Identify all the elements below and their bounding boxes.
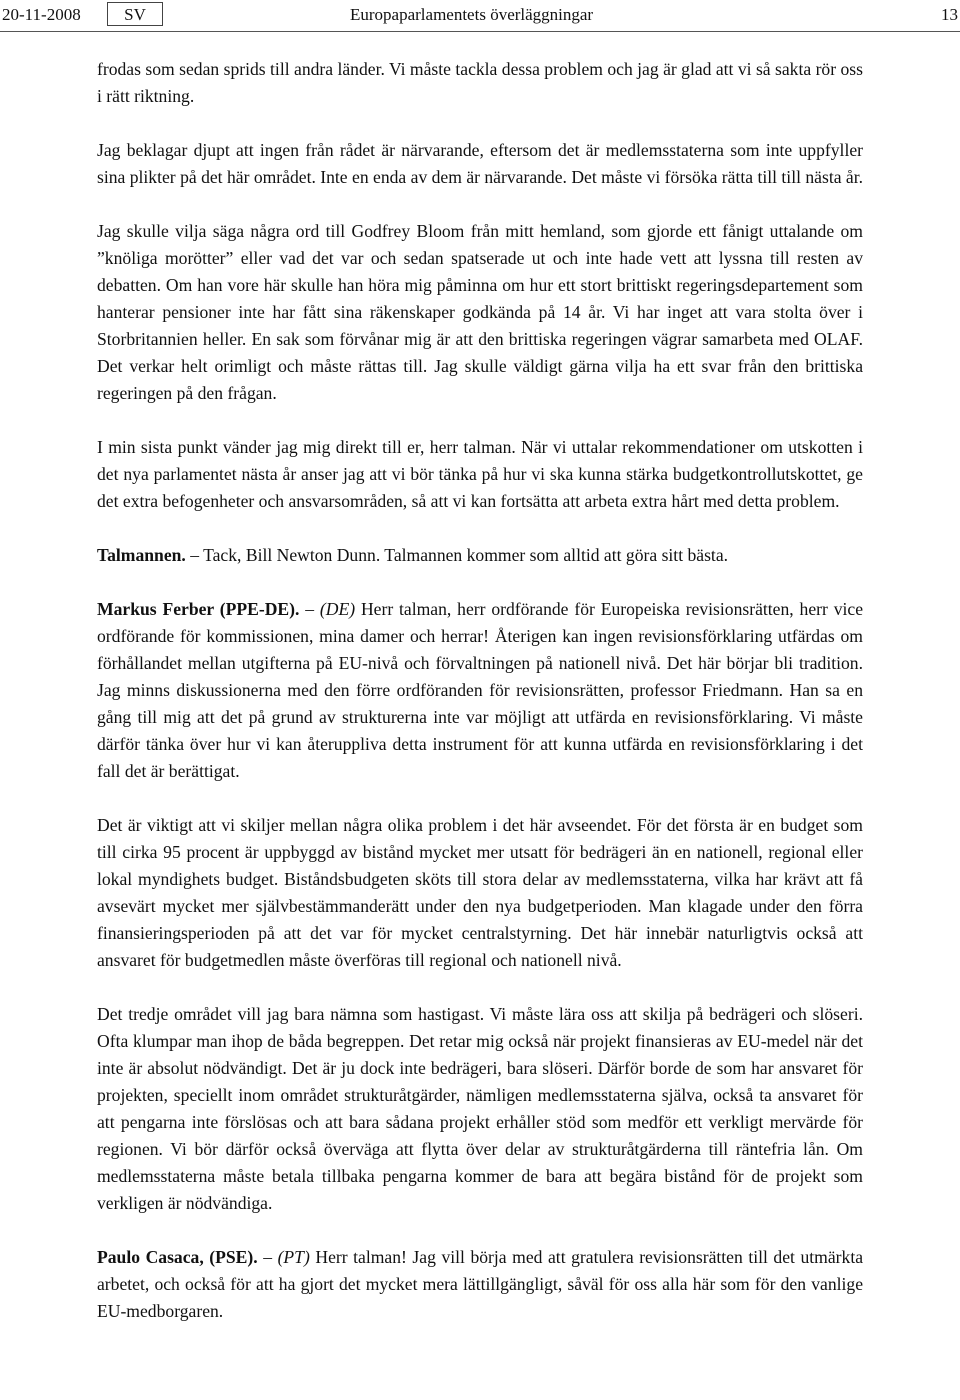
paragraph: Det tredje området vill jag bara nämna som hastigast. Vi måste lära oss att skilja på bedrägeri och slöseri. Ofta klumpar man ihop de båda begreppen. Det retar mig också när projekt finansieras av EU-medel när det inte är absolut nödvändigt. Det är ju dock inte bedrägeri, bara slöseri. Därför borde de som har ansvaret för projekten, speciellt inom området strukturåtgärder, nämligen medlemsstaterna själva, också ta ansvaret för att pengarna inte förslösas och att bara sådana projekt erhåller stöd som medför ett verkligt mervärde för regionen. Vi bör därför också överväga att flytta över delar av strukturåtgärderna till räntefria lån. Om medlemsstaterna måste betala tillbaka pengarna kommer de bara att begära bistånd för de projekt som verkligen är nödvändiga. bbox=[97, 1004, 863, 1213]
speech-talman bbox=[97, 542, 863, 569]
speaker-name: Paulo Casaca, (PSE). bbox=[97, 1247, 258, 1267]
speech-text: Herr talman! Jag vill börja med att gratulera revisionsrätten till det utmärkta arbetet, och också för att ha gjort det mycket mera lättillgängligt, såväl för oss alla här som för den vanlige EU-medborgaren. bbox=[97, 1247, 864, 1321]
dash: – bbox=[299, 599, 320, 619]
page-number: 13 bbox=[941, 5, 958, 24]
dash: – bbox=[257, 1247, 278, 1267]
language-tag: (DE) bbox=[319, 599, 356, 619]
speech-text: Herr talman, herr ordförande för Europeiska revisionsrätten, herr vice ordförande för kommissionen, mina damer och herrar! Återigen kan ingen revisionsförklaring utfärdas om förhållandet mellan utgifterna på EU-nivå och förvaltningen på nationell nivå. Det här börjar bli tradition. Jag minns diskussionerna med den förre ordföranden för revisionsrätten, professor Friedmann. Han sa en gång till mig att det på grund av strukturerna inte var möjligt att utfärda en revisionsförklaring. Vi måste därför tänka över hur vi kan återuppliva detta instrument för att kunna utfärda en revisionsförklaring i det fall det är berättigat. bbox=[97, 599, 863, 781]
paragraph: I min sista punkt vänder jag mig direkt till er, herr talman. När vi uttalar rekommendationer om utskotten i det nya parlamentet nästa år anser jag att vi bör tänka på hur vi ska kunna stärka budgetkontrollutskottet, ge det extra befogenheter och ansvarsområden, så att vi kan fortsätta att arbeta extra hårt med detta problem. bbox=[97, 437, 863, 511]
header-date: 20-11-2008 bbox=[2, 5, 81, 24]
speech-casaca bbox=[97, 1244, 863, 1325]
speech-text: – Tack, Bill Newton Dunn. Talmannen kommer som alltid att göra sitt bästa. bbox=[185, 545, 729, 565]
page-header bbox=[0, 0, 960, 32]
language-code: SV bbox=[107, 2, 163, 26]
speaker-name: Talmannen. bbox=[97, 545, 186, 565]
document-body bbox=[97, 56, 863, 1352]
speaker-name: Markus Ferber (PPE-DE). bbox=[97, 599, 300, 619]
paragraph: frodas som sedan sprids till andra länder. Vi måste tackla dessa problem och jag är glad att vi så sakta rör oss i rätt riktning. bbox=[97, 59, 863, 106]
paragraph: Det är viktigt att vi skiljer mellan några olika problem i det här avseendet. För det första är en budget som till cirka 95 procent är uppbyggd av bistånd mycket mer utsatt för bedrägeri än en nationell, regional eller lokal myndighets budget. Biståndsbudgeten sköts till stora delar av medlemsstaterna, vilka har krävt att få avsevärt mycket mer självbestämmanderätt under den nya budgetperioden. Man klagade under den förra finansieringsperioden på att det var för mycket centralstyrning. Det här innebär naturligtvis också att ansvaret för budgetmedlen måste överföras till regional och nationell nivå. bbox=[97, 815, 863, 970]
paragraph: Jag skulle vilja säga några ord till Godfrey Bloom från mitt hemland, som gjorde ett fånigt uttalande om ”knöliga morötter” eller vad det var och sedan spatserade ut och inte hade vett att lyssna till resten av debatten. Om han vore här skulle han höra mig påminna om hur ett stort brittiskt regeringsdepartement som hanterar pensioner inte har fått sina räkenskaper godkända på 14 år. Vi har inget att vara stolta över i Storbritannien heller. En sak som förvånar mig är att den brittiska regeringen vägrar samarbeta med OLAF. Det verkar helt orimligt och måste rättas till. Jag skulle väldigt gärna vilja ha ett svar från den brittiska regeringen på den frågan. bbox=[97, 221, 863, 403]
paragraph: Jag beklagar djupt att ingen från rådet är närvarande, eftersom det är medlemsstaterna som inte uppfyller sina plikter på det här området. Inte en enda av dem är närvarande. Det måste vi försöka rätta till till nästa år. bbox=[97, 140, 864, 187]
speech-ferber bbox=[97, 596, 863, 785]
header-title: Europaparlamentets överläggningar bbox=[350, 5, 594, 24]
language-tag: (PT) bbox=[277, 1247, 310, 1267]
